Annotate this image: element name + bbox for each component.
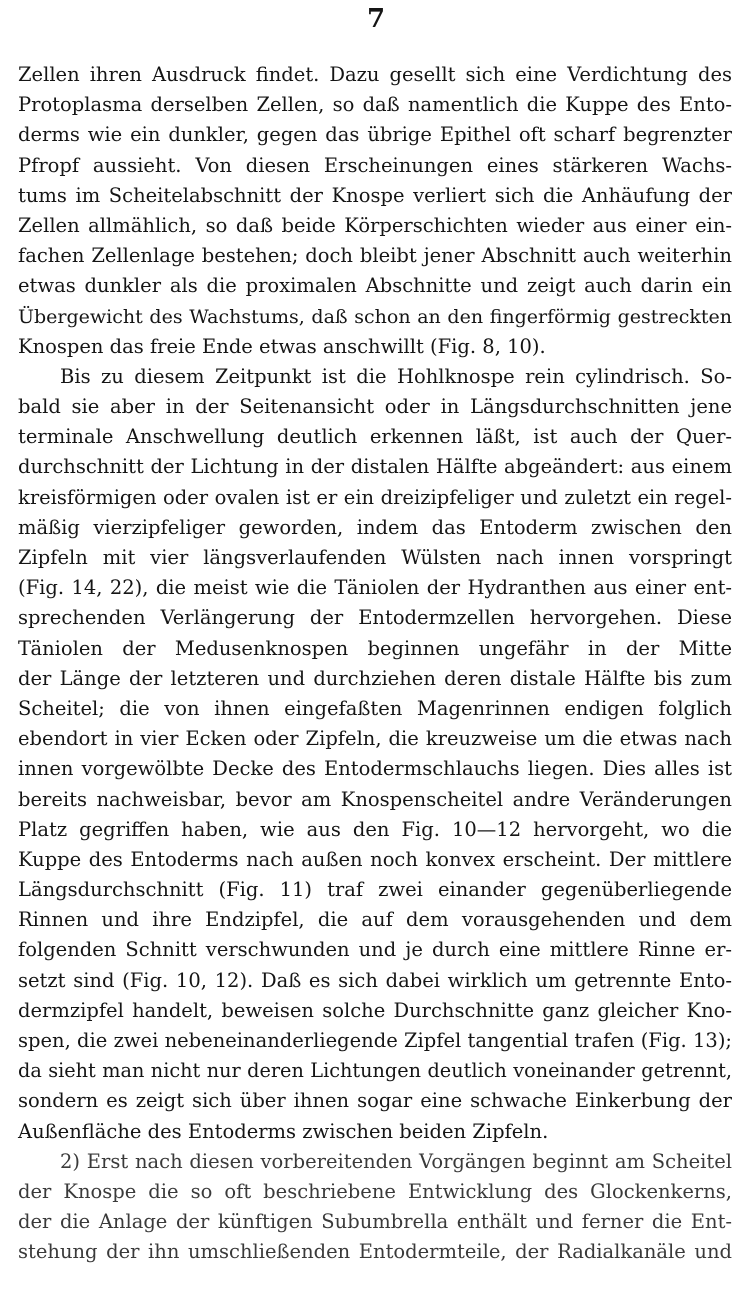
text-line: setzt sind (Fig. 10, 12). Daß es sich dabei wirklich um getrennte Ento- xyxy=(18,968,732,992)
text-line: Kuppe des Entoderms nach außen noch konvex erscheint. Der mittlere xyxy=(18,847,732,871)
text-line: Täniolen der Medusenknospen beginnen ungefähr in der Mitte xyxy=(18,636,732,660)
text-line: der Länge der letzteren und durchziehen deren distale Hälfte bis zum xyxy=(18,666,732,690)
text-line: innen vorgewölbte Decke des Entodermschlauchs liegen. Dies alles ist xyxy=(18,757,732,781)
text-line: mäßig vierzipfeliger geworden, indem das Entoderm zwischen den xyxy=(18,515,732,539)
text-line: Rinnen und ihre Endzipfel, die auf dem vorausgehenden und dem xyxy=(18,908,732,932)
text-line: Knospen das freie Ende etwas anschwillt (Fig. 8, 10). xyxy=(18,334,546,358)
text-line: Zellen ihren Ausdruck findet. Dazu gesellt sich eine Verdichtung des xyxy=(18,63,732,86)
text-line: (Fig. 14, 22), die meist wie die Täniolen der Hydranthen aus einer ent- xyxy=(18,576,732,600)
text-line: Längsdurchschnitt (Fig. 11) traf zwei einander gegenüberliegende xyxy=(18,878,732,902)
text-line: kreisförmigen oder ovalen ist er ein dreizipfeliger und zuletzt ein regel- xyxy=(18,485,732,509)
text-line: bereits nachweisbar, bevor am Knospenscheitel andre Veränderungen xyxy=(18,787,732,811)
text-line: etwas dunkler als die proximalen Abschnitte und zeigt auch darin ein xyxy=(18,274,732,298)
text-line: ebendort in vier Ecken oder Zipfeln, die kreuzweise um die etwas nach xyxy=(18,727,732,751)
text-line: durchschnitt der Lichtung in der distalen Hälfte abgeändert: aus einem xyxy=(18,455,732,479)
body-text xyxy=(18,60,732,1268)
text-line: derms wie ein dunkler, gegen das übrige Epithel oft scharf begrenzter xyxy=(18,123,732,147)
text-line: Pfropf aussieht. Von diesen Erscheinungen eines stärkeren Wachs- xyxy=(18,153,732,177)
text-line: sondern es zeigt sich über ihnen sogar eine schwache Einkerbung der xyxy=(18,1089,732,1113)
text-line: folgenden Schnitt verschwunden und je durch eine mittlere Rinne er- xyxy=(18,938,732,962)
text-line: Zellen allmählich, so daß beide Körperschichten wieder aus einer ein- xyxy=(18,213,732,237)
text-line: 2) Erst nach diesen vorbereitenden Vorgängen beginnt am Scheitel xyxy=(60,1149,732,1173)
text-line: da sieht man nicht nur deren Lichtungen deutlich voneinander getrennt, xyxy=(18,1059,732,1083)
text-line: bald sie aber in der Seitenansicht oder in Längsdurchschnitten jene xyxy=(18,395,732,419)
text-line: Platz gegriffen haben, wie aus den Fig. 10—12 hervorgeht, wo die xyxy=(18,817,732,841)
text-line: Scheitel; die von ihnen eingefaßten Magenrinnen endigen folglich xyxy=(18,696,732,720)
text-line: Bis zu diesem Zeitpunkt ist die Hohlknospe rein cylindrisch. So- xyxy=(60,364,732,388)
text-line: sprechenden Verlängerung der Entodermzellen hervorgehen. Diese xyxy=(18,606,732,630)
text-line: spen, die zwei nebeneinanderliegende Zipfel tangential trafen (Fig. 13); xyxy=(18,1029,732,1052)
text-line: der Knospe die so oft beschriebene Entwicklung des Glockenkerns, xyxy=(18,1179,732,1203)
text-line: Übergewicht des Wachstums, daß schon an den fingerförmig gestreckten xyxy=(18,305,732,328)
text-line: Protoplasma derselben Zellen, so daß namentlich die Kuppe des Ento- xyxy=(18,93,732,117)
text-line: Außenfläche des Entoderms zwischen beiden Zipfeln. xyxy=(18,1119,549,1143)
text-line: der die Anlage der künftigen Subumbrella enthält und ferner die Ent- xyxy=(18,1210,732,1234)
text-line: Zipfeln mit vier längsverlaufenden Wülsten nach innen vorspringt xyxy=(18,546,732,569)
text-line: stehung der ihn umschließenden Entodermteile, der Radialkanäle und xyxy=(18,1240,732,1264)
text-line: fachen Zellenlage bestehen; doch bleibt jener Abschnitt auch weiterhin xyxy=(18,244,732,268)
text-line: tums im Scheitelabschnitt der Knospe verliert sich die Anhäufung der xyxy=(18,183,732,207)
text-line: terminale Anschwellung deutlich erkennen läßt, ist auch der Quer- xyxy=(18,425,732,449)
page-number: 7 xyxy=(366,4,386,34)
text-line: dermzipfel handelt, beweisen solche Durchschnitte ganz gleicher Kno- xyxy=(18,998,732,1022)
